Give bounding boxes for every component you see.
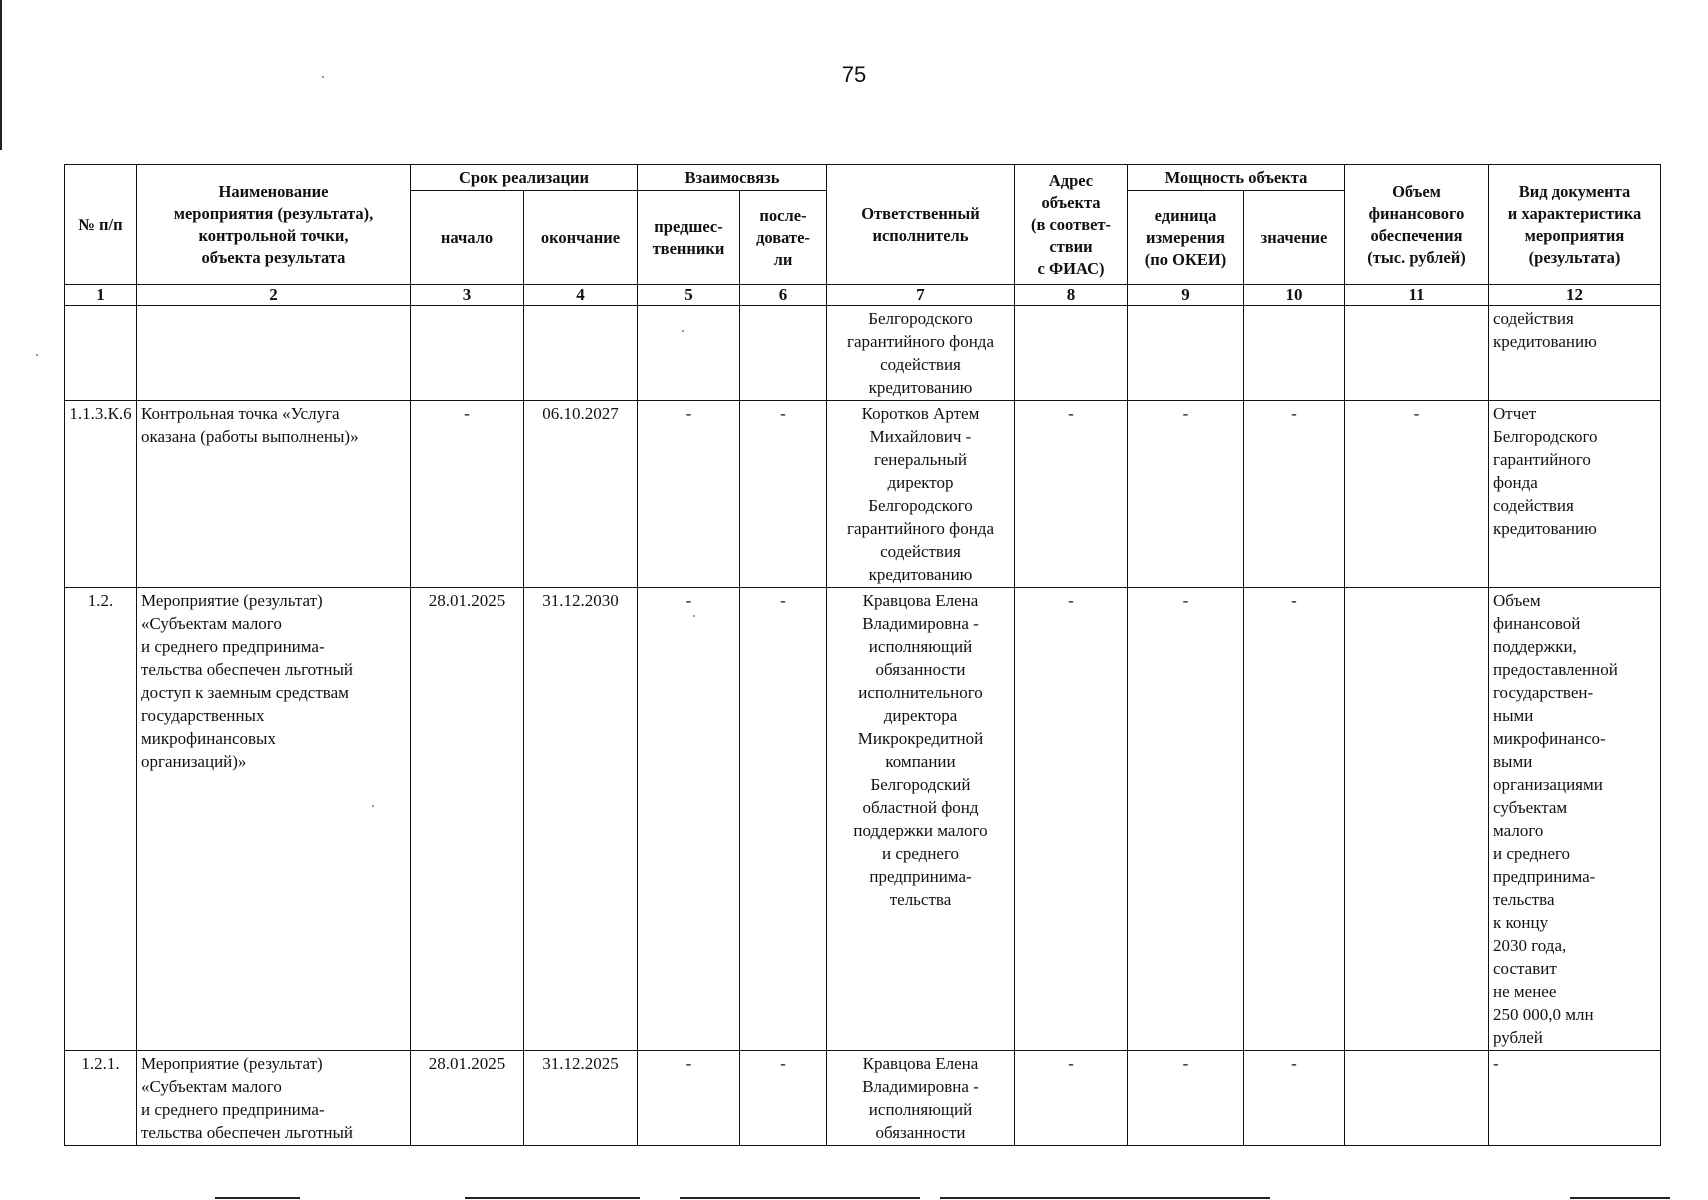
row-successors: -	[740, 588, 827, 1051]
text-line: обеспечения	[1370, 225, 1463, 245]
text-line: предоставленной	[1493, 660, 1618, 679]
text-line: рублей	[1493, 1028, 1543, 1047]
text-line: измерения	[1146, 227, 1225, 247]
text-line: твенники	[652, 238, 725, 258]
text-line: содействия	[880, 355, 961, 374]
text-line: фонда	[1493, 473, 1538, 492]
header-successors	[740, 191, 827, 285]
text-line: Ответственный	[861, 203, 980, 223]
row-document	[1489, 588, 1661, 1051]
column-number: 11	[1345, 285, 1489, 306]
text-line: кредитованию	[1493, 519, 1597, 538]
text-line: к концу	[1493, 913, 1549, 932]
scan-speck	[682, 330, 684, 332]
scan-speck	[372, 805, 374, 807]
header-no: № п/п	[65, 165, 137, 285]
row-address: -	[1015, 588, 1128, 1051]
row-executor	[827, 588, 1015, 1051]
text-line: (результата)	[1528, 247, 1621, 267]
text-line: Адрес	[1048, 170, 1094, 190]
row-end-date: 06.10.2027	[524, 401, 638, 588]
row-end-date	[524, 306, 638, 401]
text-line: Мероприятие (результат)	[141, 591, 323, 610]
column-number: 4	[524, 285, 638, 306]
row-address: -	[1015, 1051, 1128, 1146]
text-line: с ФИАС)	[1037, 258, 1105, 278]
text-line: и среднего предпринима-	[141, 1100, 325, 1119]
text-line: после-	[759, 205, 807, 225]
text-line: довате-	[756, 227, 810, 247]
row-end-date: 31.12.2030	[524, 588, 638, 1051]
column-number: 9	[1128, 285, 1244, 306]
document-sheet	[64, 164, 1661, 1146]
text-line: (в соответ-	[1030, 214, 1112, 234]
header-name	[137, 165, 411, 285]
text-line: не менее	[1493, 982, 1557, 1001]
header-executor	[827, 165, 1015, 285]
row-name	[137, 588, 411, 1051]
row-document	[1489, 401, 1661, 588]
text-line: «Субъектам малого	[141, 1077, 282, 1096]
text-line: кредитованию	[868, 565, 973, 584]
text-line: предпринима-	[1493, 867, 1596, 886]
text-line: содействия	[1493, 496, 1574, 515]
text-line: организаций)»	[141, 752, 247, 771]
column-number: 12	[1489, 285, 1661, 306]
table-row	[65, 306, 1661, 401]
text-line: Объем	[1493, 591, 1541, 610]
text-line: кредитованию	[868, 378, 973, 397]
text-line: единица	[1154, 205, 1217, 225]
row-name	[137, 1051, 411, 1146]
text-line: ли	[773, 249, 793, 269]
header-unit	[1128, 191, 1244, 285]
text-line: поддержки малого	[853, 821, 988, 840]
text-line: и среднего	[1493, 844, 1571, 863]
scan-speck	[693, 615, 695, 617]
text-line: Вид документа	[1518, 181, 1631, 201]
text-line: тельства обеспечен льготный	[141, 1123, 353, 1142]
text-line: исполнитель	[872, 225, 969, 245]
text-line: объекта	[1041, 192, 1101, 212]
row-value: -	[1244, 588, 1345, 1051]
text-line: ными	[1493, 706, 1534, 725]
text-line: мероприятия (результата),	[173, 203, 374, 223]
text-line: и характеристика	[1507, 203, 1642, 223]
text-line: предпринима-	[869, 867, 972, 886]
text-line: содействия	[1493, 309, 1574, 328]
text-line: исполняющий	[868, 1100, 973, 1119]
row-predecessors: -	[638, 1051, 740, 1146]
header-end: окончание	[524, 191, 638, 285]
text-line: -	[1493, 1054, 1499, 1073]
header-relation: Взаимосвязь	[638, 165, 827, 191]
row-executor	[827, 401, 1015, 588]
column-number: 7	[827, 285, 1015, 306]
text-line: микрофинансовых	[141, 729, 276, 748]
text-line: Отчет	[1493, 404, 1537, 423]
table-header	[65, 165, 1661, 306]
text-line: областной фонд	[862, 798, 979, 817]
text-line: мероприятия	[1524, 225, 1625, 245]
row-executor	[827, 1051, 1015, 1146]
text-line: и среднего предпринима-	[141, 637, 325, 656]
text-line: и среднего	[881, 844, 960, 863]
text-line: финансового	[1368, 203, 1465, 223]
text-line: Коротков Артем	[861, 404, 980, 423]
text-line: Наименование	[218, 181, 329, 201]
text-line: гарантийного фонда	[847, 332, 994, 351]
row-predecessors: -	[638, 401, 740, 588]
row-end-date: 31.12.2025	[524, 1051, 638, 1146]
text-line: государственных	[141, 706, 265, 725]
text-line: ствии	[1049, 236, 1093, 256]
text-line: субъектам	[1493, 798, 1568, 817]
header-capacity: Мощность объекта	[1128, 165, 1345, 191]
row-start-date: 28.01.2025	[411, 1051, 524, 1146]
text-line: доступ к заемным средствам	[141, 683, 349, 702]
measures-table	[64, 164, 1661, 1146]
text-line: компании	[885, 752, 956, 771]
text-line: Контрольная точка «Услуга	[141, 404, 340, 423]
text-line: обязанности	[875, 1123, 966, 1142]
column-number: 3	[411, 285, 524, 306]
row-start-date	[411, 306, 524, 401]
table-row	[65, 401, 1661, 588]
text-line: Кравцова Елена	[862, 591, 979, 610]
text-line: предшес-	[654, 216, 723, 236]
text-line: финансовой	[1493, 614, 1581, 633]
row-unit	[1128, 306, 1244, 401]
text-line: Белгородского	[868, 496, 973, 515]
text-line: тельства обеспечен льготный	[141, 660, 353, 679]
page-number: 75	[841, 62, 867, 87]
text-line: Микрокредитной	[857, 729, 984, 748]
row-name	[137, 401, 411, 588]
column-number: 8	[1015, 285, 1128, 306]
text-line: кредитованию	[1493, 332, 1597, 351]
text-line: Владимировна -	[862, 1077, 979, 1096]
row-address	[1015, 306, 1128, 401]
row-successors: -	[740, 1051, 827, 1146]
row-number	[65, 306, 137, 401]
text-line: тельства	[1493, 890, 1555, 909]
row-unit: -	[1128, 1051, 1244, 1146]
row-start-date: 28.01.2025	[411, 588, 524, 1051]
text-line: контрольной точки,	[198, 225, 349, 245]
text-line: Кравцова Елена	[862, 1054, 979, 1073]
header-term: Срок реализации	[411, 165, 638, 191]
text-line: исполняющий	[868, 637, 973, 656]
text-line: Владимировна -	[862, 614, 979, 633]
row-executor	[827, 306, 1015, 401]
column-number: 5	[638, 285, 740, 306]
text-line: директор	[887, 473, 954, 492]
row-unit: -	[1128, 588, 1244, 1051]
row-document	[1489, 306, 1661, 401]
row-successors	[740, 306, 827, 401]
header-predecessors	[638, 191, 740, 285]
row-start-date: -	[411, 401, 524, 588]
row-predecessors	[638, 306, 740, 401]
table-body	[65, 306, 1661, 1146]
text-line: 2030 года,	[1493, 936, 1567, 955]
header-funding	[1345, 165, 1489, 285]
header-address	[1015, 165, 1128, 285]
text-line: организациями	[1493, 775, 1603, 794]
text-line: исполнительного	[858, 683, 983, 702]
row-funding	[1345, 1051, 1489, 1146]
row-funding: -	[1345, 401, 1489, 588]
text-line: гарантийного фонда	[847, 519, 994, 538]
text-line: микрофинансо-	[1493, 729, 1606, 748]
text-line: (по ОКЕИ)	[1144, 249, 1227, 269]
text-line: Белгородского	[868, 309, 973, 328]
row-predecessors: -	[638, 588, 740, 1051]
scan-edge-line	[680, 1197, 920, 1199]
text-line: Михайлович -	[869, 427, 972, 446]
scan-edge-line	[465, 1197, 640, 1199]
row-funding	[1345, 306, 1489, 401]
text-line: содействия	[880, 542, 961, 561]
row-unit: -	[1128, 401, 1244, 588]
row-document	[1489, 1051, 1661, 1146]
row-name	[137, 306, 411, 401]
row-funding	[1345, 588, 1489, 1051]
row-number: 1.1.3.К.6	[65, 401, 137, 588]
header-start: начало	[411, 191, 524, 285]
column-numbers-row	[65, 285, 1661, 306]
header-value: значение	[1244, 191, 1345, 285]
table-row	[65, 588, 1661, 1051]
text-line: директора	[883, 706, 958, 725]
text-line: обязанности	[875, 660, 966, 679]
text-line: генеральный	[874, 450, 967, 469]
text-line: 250 000,0 млн	[1493, 1005, 1594, 1024]
text-line: тельства	[889, 890, 952, 909]
header-doc	[1489, 165, 1661, 285]
text-line: (тыс. рублей)	[1367, 247, 1466, 267]
row-successors: -	[740, 401, 827, 588]
text-line: Объем	[1392, 181, 1441, 201]
row-value: -	[1244, 1051, 1345, 1146]
scan-speck	[322, 76, 324, 78]
column-number: 10	[1244, 285, 1345, 306]
column-number: 2	[137, 285, 411, 306]
text-line: составит	[1493, 959, 1557, 978]
text-line: «Субъектам малого	[141, 614, 282, 633]
scan-edge-line	[1570, 1197, 1670, 1199]
text-line: поддержки,	[1493, 637, 1577, 656]
text-line: оказана (работы выполнены)»	[141, 427, 359, 446]
row-number: 1.2.	[65, 588, 137, 1051]
text-line: выми	[1493, 752, 1533, 771]
text-line: Белгородского	[1493, 427, 1598, 446]
table-row	[65, 1051, 1661, 1146]
scan-edge-line	[940, 1197, 1270, 1199]
row-value	[1244, 306, 1345, 401]
column-number: 1	[65, 285, 137, 306]
text-line: Белгородский	[870, 775, 971, 794]
row-value: -	[1244, 401, 1345, 588]
text-line: Мероприятие (результат)	[141, 1054, 323, 1073]
column-number: 6	[740, 285, 827, 306]
scan-edge-line	[215, 1197, 300, 1199]
text-line: объекта результата	[201, 247, 346, 267]
scan-speck	[36, 354, 38, 356]
text-line: гарантийного	[1493, 450, 1591, 469]
text-line: государствен-	[1493, 683, 1594, 702]
row-number: 1.2.1.	[65, 1051, 137, 1146]
row-address: -	[1015, 401, 1128, 588]
text-line: малого	[1493, 821, 1544, 840]
